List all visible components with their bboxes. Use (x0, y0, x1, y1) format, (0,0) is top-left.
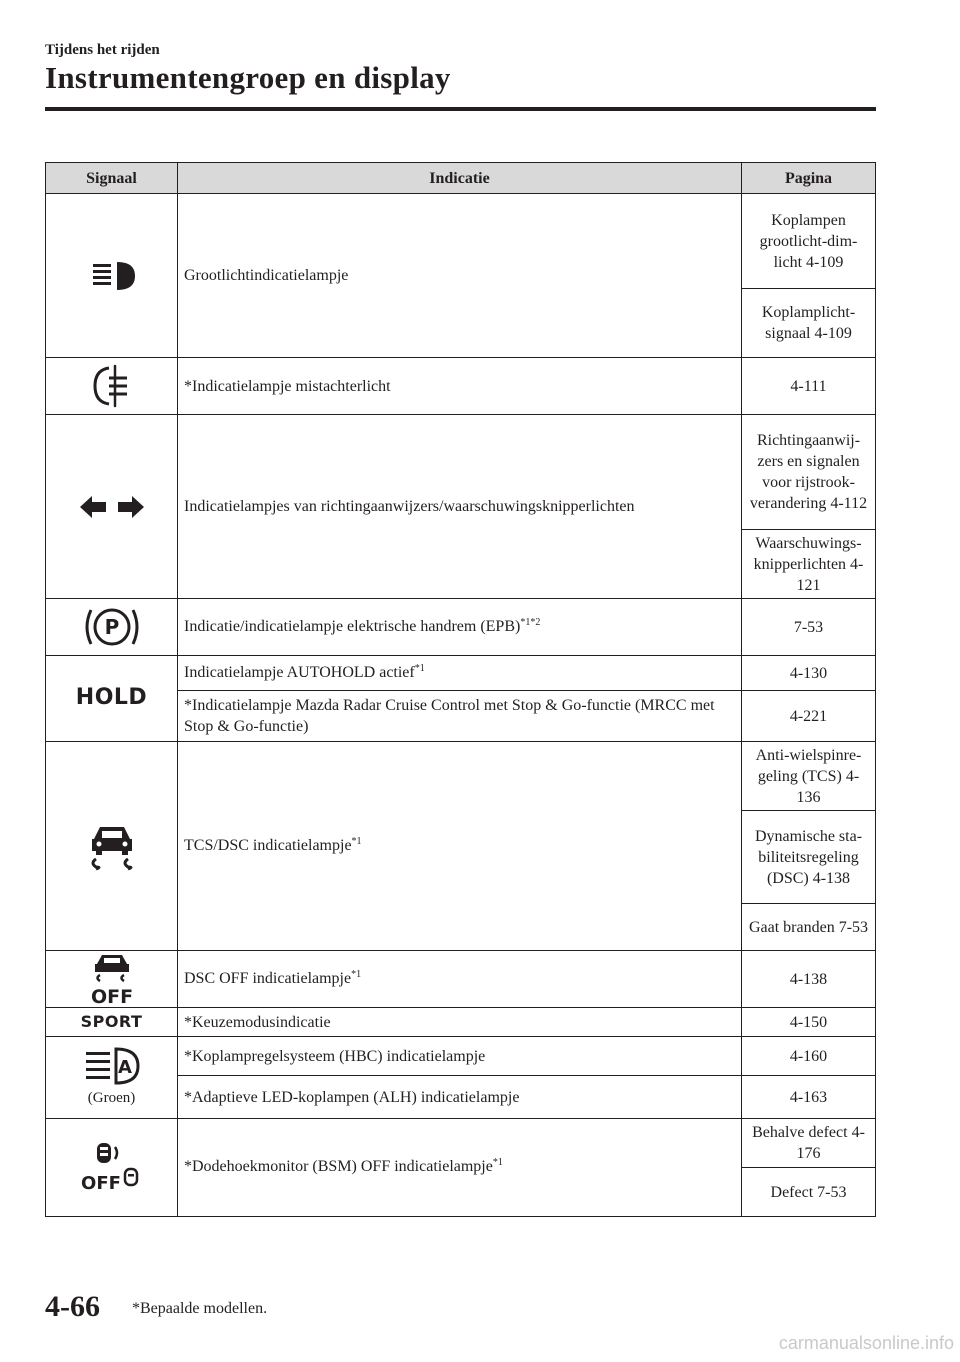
page-cell: Anti-wielspinre-geling (TCS) 4-136 (742, 742, 876, 811)
sport-icon: SPORT (80, 1012, 143, 1031)
signal-cell (46, 415, 178, 599)
signal-cell (46, 194, 178, 358)
table-header-row (46, 163, 876, 194)
page-cell: 4-163 (742, 1076, 876, 1119)
signal-table (45, 162, 876, 1217)
turn-signal-icon (78, 497, 146, 514)
page-cell: Gaat branden 7-53 (742, 904, 876, 951)
page-cell: Dynamische sta-biliteitsregeling (DSC) 4-138 (742, 811, 876, 904)
signal-cell (46, 1037, 178, 1119)
svg-text:A: A (117, 1057, 132, 1078)
table-row (46, 656, 876, 691)
table-row (46, 951, 876, 1008)
table-row (46, 194, 876, 289)
watermark: carmanualsonline.info (778, 1333, 954, 1353)
indication-cell: *Indicatielampje mistachterlicht (178, 358, 742, 415)
svg-text:OFF: OFF (80, 1172, 121, 1194)
section-label: Tijdens het rijden (45, 42, 160, 58)
page-cell: Koplamplicht-signaal 4-109 (742, 289, 876, 358)
high-beam-icon (83, 266, 141, 283)
indication-cell: *Dodehoekmonitor (BSM) OFF indicatielampje$^{*1}$ (178, 1119, 742, 1217)
page-cell: 4-150 (742, 1008, 876, 1037)
page-cell: 4-138 (742, 951, 876, 1008)
table-row (46, 1119, 876, 1168)
signal-cell (46, 742, 178, 951)
table-row (46, 415, 876, 530)
svg-text:P: P (104, 615, 119, 639)
page-title: Instrumentengroep en display (45, 60, 451, 95)
page-cell: 4-221 (742, 691, 876, 742)
indication-cell: TCS/DSC indicatielampje$^{*1}$ (178, 742, 742, 951)
indication-cell: Indicatielampjes van richtingaanwijzers/waarschuwingsknipperlichten (178, 415, 742, 599)
page-cell: 4-111 (742, 358, 876, 415)
indication-cell: *Keuzemodusindicatie (178, 1008, 742, 1037)
footnote: *Bepaalde modellen. (132, 1300, 268, 1317)
indication-cell: DSC OFF indicatielampje$^{*1}$ (178, 951, 742, 1008)
page-number: 4-66 (45, 1290, 100, 1323)
dsc-off-icon (84, 970, 140, 1005)
svg-text:OFF: OFF (90, 986, 133, 1005)
indication-cell: Grootlichtindicatielampje (178, 194, 742, 358)
page-cell: Richtingaanwij-zers en signalen voor rijstrook-verandering 4-112 (742, 415, 876, 530)
indication-cell: Indicatielampje AUTOHOLD actief$^{*1}$ (178, 656, 742, 691)
page-cell: Defect 7-53 (742, 1168, 876, 1217)
bsm-off-icon (80, 1158, 143, 1194)
page-cell: Koplampen grootlicht-dim-licht 4-109 (742, 194, 876, 289)
indication-cell: *Adaptieve LED-koplampen (ALH) indicatielampje (178, 1076, 742, 1119)
indication-cell: *Koplampregelsysteem (HBC) indicatielampje (178, 1037, 742, 1076)
indication-cell: *Indicatielampje Mazda Radar Cruise Control met Stop & Go-functie (MRCC met Stop & Go-functie) (178, 691, 742, 742)
table-row (46, 1008, 876, 1037)
title-divider (45, 107, 876, 111)
page-cell: 7-53 (742, 599, 876, 656)
signal-cell (46, 1119, 178, 1217)
signal-cell (46, 656, 178, 742)
signal-cell (46, 1008, 178, 1037)
page-cell: Behalve defect 4-176 (742, 1119, 876, 1168)
page-cell: 4-160 (742, 1037, 876, 1076)
table-row (46, 1037, 876, 1076)
signal-cell (46, 358, 178, 415)
auto-headlight-icon (82, 1057, 142, 1078)
tcs-dsc-icon (86, 837, 138, 854)
parking-brake-icon (81, 615, 143, 639)
column-header-indicatie: Indicatie (178, 163, 742, 194)
column-header-signaal: Signaal (46, 163, 178, 194)
hold-icon: HOLD (75, 685, 148, 710)
rear-fog-icon (87, 377, 137, 394)
table-row (46, 742, 876, 811)
column-header-pagina: Pagina (742, 163, 876, 194)
page-cell: 4-130 (742, 656, 876, 691)
indication-cell: Indicatie/indicatielampje elektrische handrem (EPB)$^{*1*2}$ (178, 599, 742, 656)
page-cell: Waarschuwings-knipperlichten 4-121 (742, 530, 876, 599)
icon-color-note: (Groen) (87, 1090, 136, 1106)
signal-cell (46, 951, 178, 1008)
table-row (46, 599, 876, 656)
signal-cell (46, 599, 178, 656)
table-row (46, 358, 876, 415)
